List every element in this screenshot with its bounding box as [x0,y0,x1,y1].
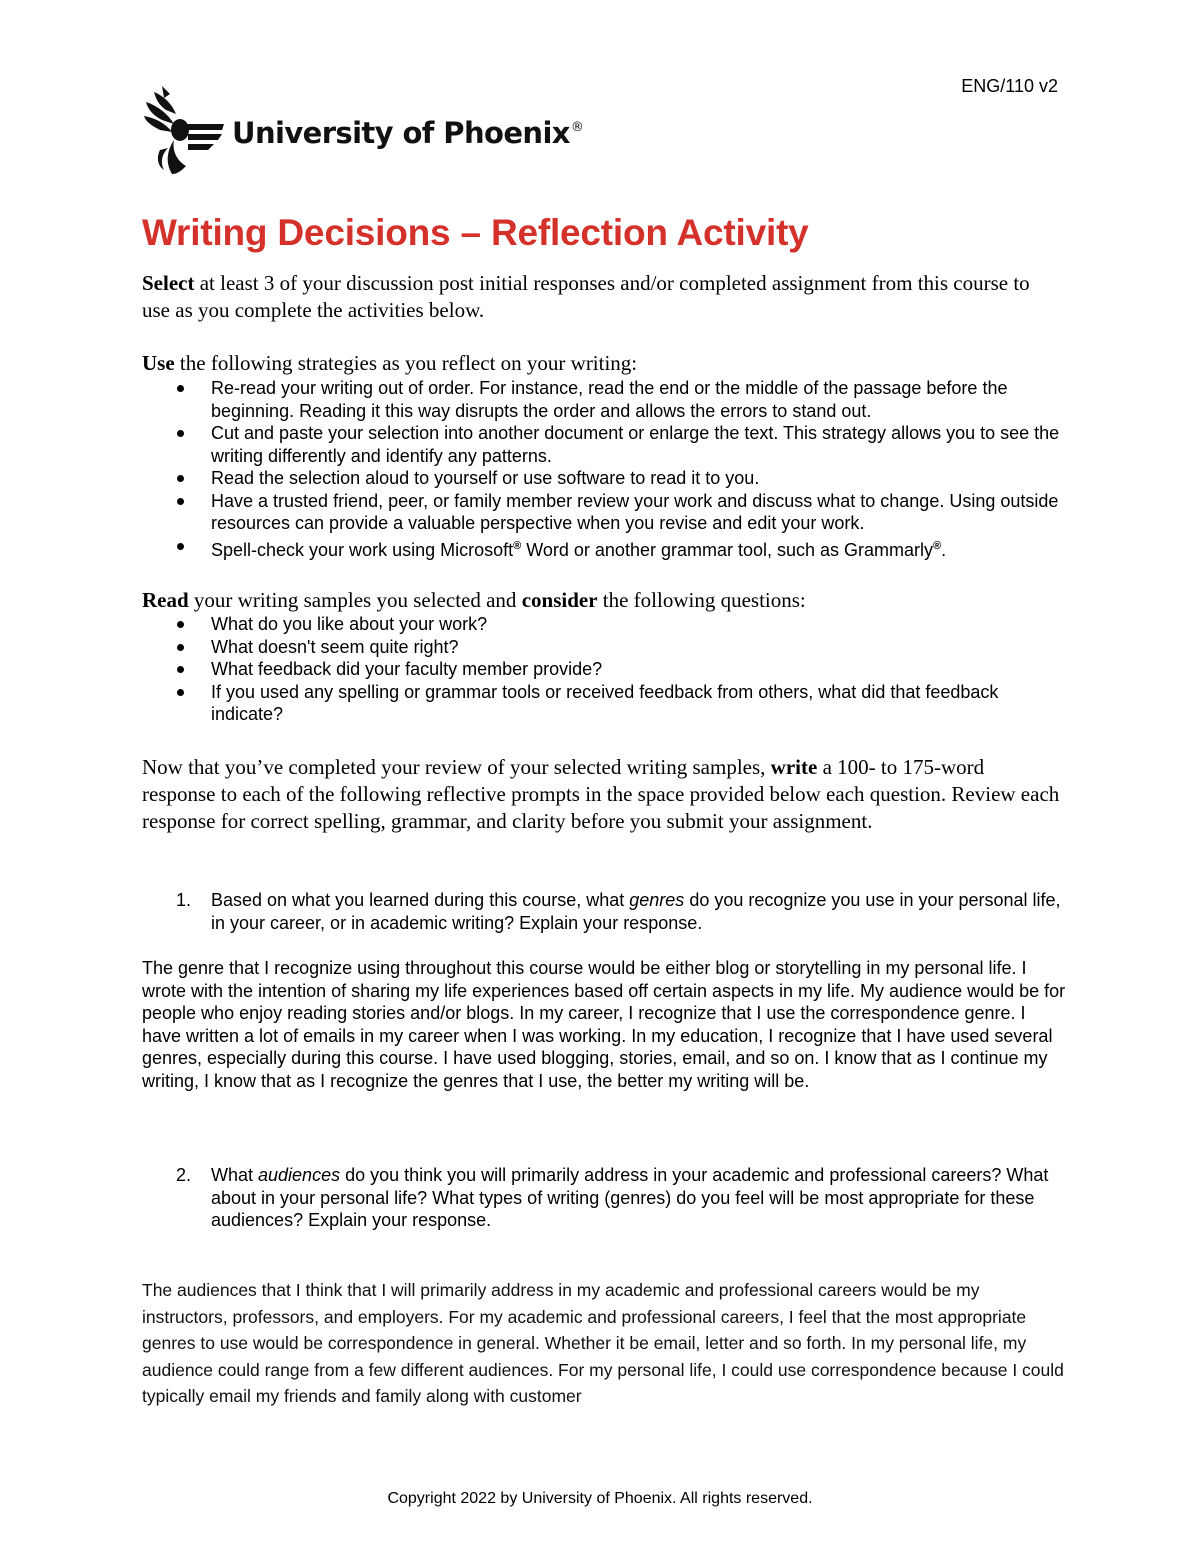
list-item: What do you like about your work? [142,613,1062,636]
list-item: Spell-check your work using Microsoft® Word or another grammar tool, such as Grammarly®. [142,535,1062,562]
answer-1: The genre that I recognize using throughout this course would be either blog or storytelling in my personal life. I wrote with the intention of sharing my life experiences based off certain aspects in my life. My audience would be for people who enjoy reading stories and/or blogs. In my career, I recognize that I use the correspondence genre. I have written a lot of emails in my career when I was working. In my education, I recognize that I have used several genres, especially during this course. I have used blogging, stories, email, and so on. I know that as I continue my writing, I know that as I recognize the genres that I use, the better my writing will be. [142,958,1066,1091]
intro-paragraph: Select at least 3 of your discussion post initial responses and/or completed assignment from this course to use as you complete the activities below. [142,271,1030,322]
list-item: What feedback did your faculty member provide? [142,658,1062,681]
list-item: Have a trusted friend, peer, or family member review your work and discuss what to change. Using outside resources can provide a valuable perspective when you revise and edit your work. [142,490,1062,535]
list-item: Cut and paste your selection into another document or enlarge the text. This strategy allows you to see the writing differently and identify any patterns. [142,422,1062,467]
logo-wordmark: University of Phoenix® [232,116,584,150]
answer-2: The audiences that I think that I will primarily address in my academic and professional careers would be my instructors, professors, and employers. For my academic and professional careers, I feel that the most appropriate genres to use would be correspondence in general. Whether it be email, letter and so forth. In my personal life, my audience could range from a few different audiences. For my personal life, I could use correspondence because I could typically email my friends and family along with customer [142,1280,1064,1407]
list-item: What doesn't seem quite right? [142,636,1062,659]
list-item: If you used any spelling or grammar tools or received feedback from others, what did that feedback indicate? [142,681,1062,726]
questions-lead: Read your writing samples you selected and consider the following questions: [142,588,806,612]
strategies-list [142,377,1062,561]
question-1: 1. Based on what you learned during this course, what genres do you recognize you use in your personal life, in your career, or in academic writing? Explain your response. [176,890,1061,933]
page-title: Writing Decisions – Reflection Activity [142,212,809,253]
course-code: ENG/110 v2 [961,76,1058,96]
write-instructions: Now that you’ve completed your review of your selected writing samples, write a 100- to 175-word response to each of the following reflective prompts in the space provided below each question. Review each response for correct spelling, grammar, and clarity before you submit your assignment. [142,755,1060,833]
list-item: Read the selection aloud to yourself or use software to read it to you. [142,467,1062,490]
phoenix-bird-icon [142,84,226,176]
university-logo [142,84,583,176]
question-2: 2. What audiences do you think you will primarily address in your academic and professional careers? What about in your personal life? What types of writing (genres) do you feel will be most appropriate for these audiences? Explain your response. [176,1165,1049,1230]
questions-list [142,613,1062,726]
list-item: Re-read your writing out of order. For instance, read the end or the middle of the passage before the beginning. Reading it this way disrupts the order and allows the errors to stand out. [142,377,1062,422]
strategies-lead: Use the following strategies as you reflect on your writing: [142,351,638,375]
copyright-footer: Copyright 2022 by University of Phoenix. All rights reserved. [387,1490,813,1507]
